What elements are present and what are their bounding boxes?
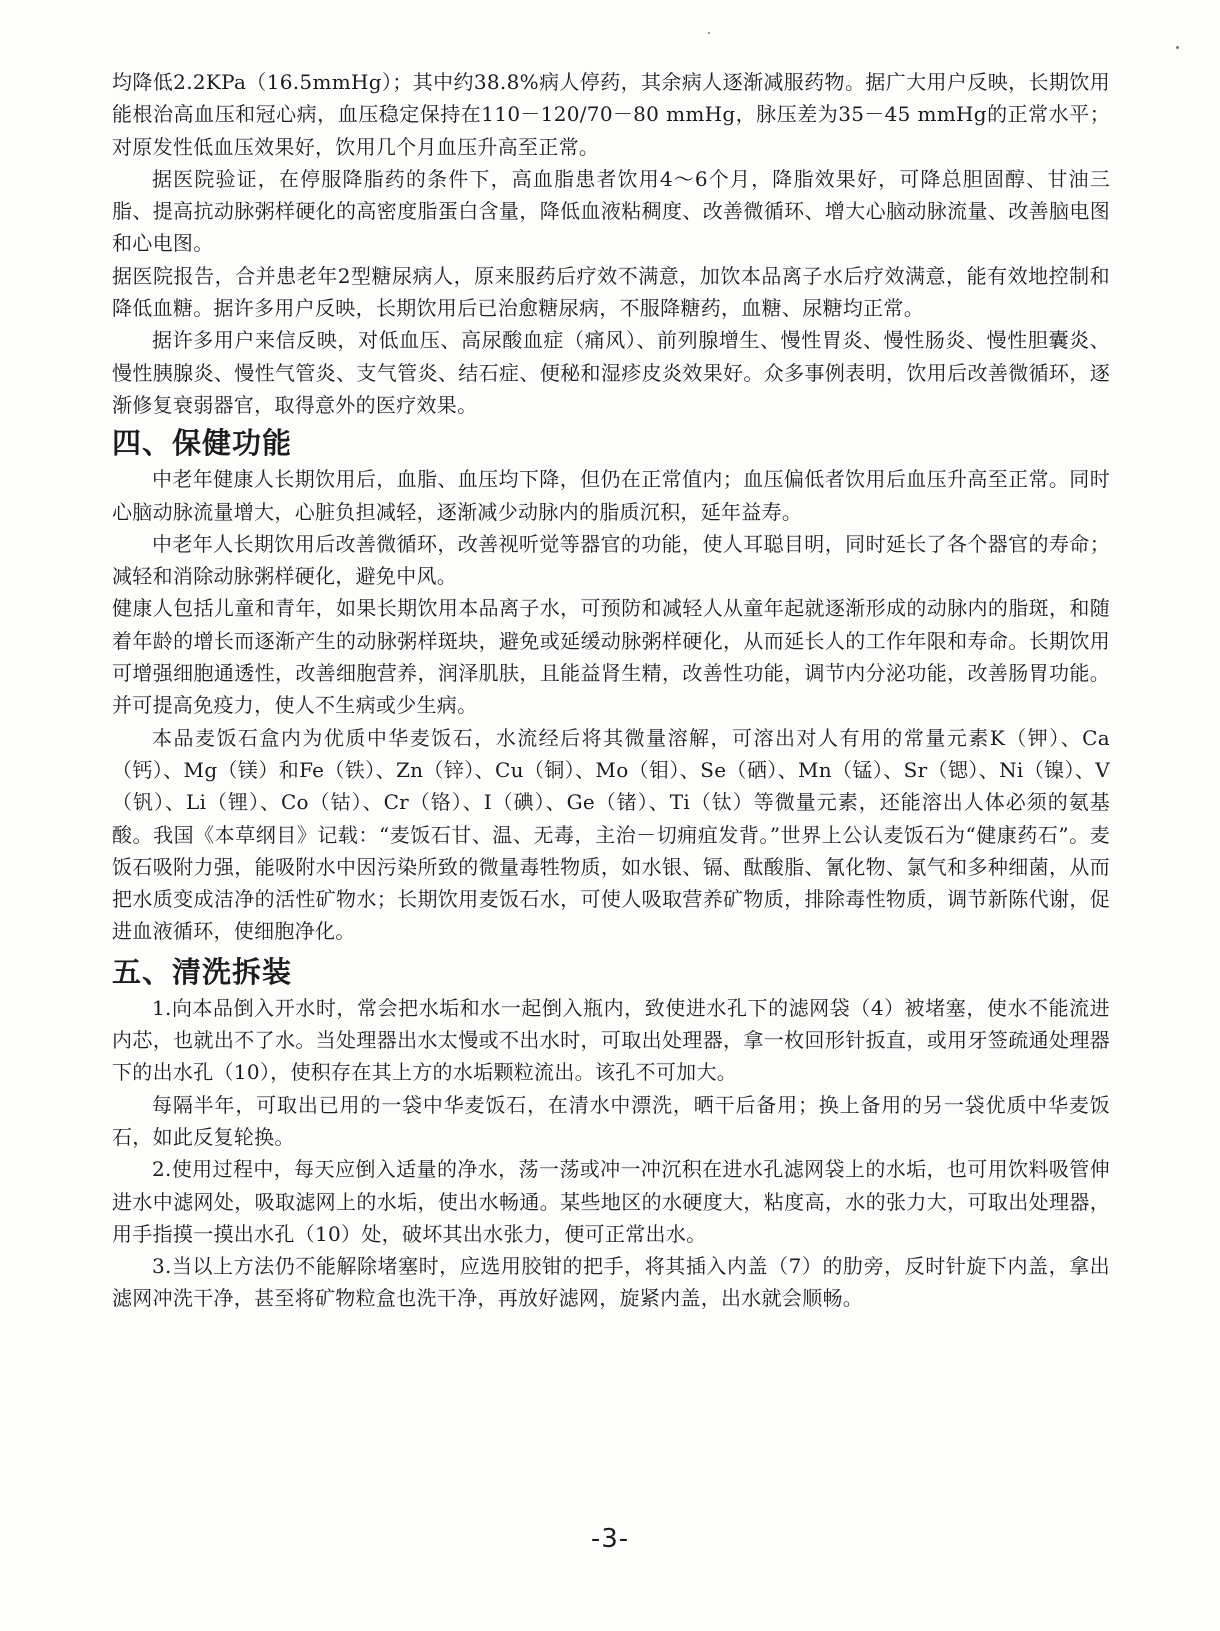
intro-paragraph-2: 据医院验证，在停服降脂药的条件下，高血脂患者饮用4～6个月，降脂效果好，可降总胆固醇、甘油三脂、提高抗动脉粥样硬化的高密度脂蛋白含量，降低血液粘稠度、改善微循环、增大心脑动脉流量、改善脑电图和心电图。 xyxy=(112,166,1110,256)
cleaning-paragraph-3: 2.使用过程中，每天应倒入适量的净水，荡一荡或冲一冲沉积在进水孔滤网袋上的水垢，也可用饮料吸管伸进水中滤网处，吸取滤网上的水垢，使出水畅通。某些地区的水硬度大，粘度高，水的张力大，可取出处理器，用手指摸一摸出水孔（10）处，破坏其出水张力，便可正常出水。 xyxy=(112,1157,1110,1246)
intro-paragraph-3: 据医院报告，合并患老年2型糖尿病人，原来服药后疗效不满意，加饮本品离子水后疗效满意，能有效地控制和降低血糖。据许多用户反映，长期饮用后已治愈糖尿病，不服降糖药，血糖、尿糖均正常。 xyxy=(112,263,1110,321)
intro-paragraph-1: 均降低2.2KPa（16.5mmHg）；其中约38.8%病人停药，其余病人逐渐减服药物。据广大用户反映，长期饮用能根治高血压和冠心病，血压稳定保持在110－120/70－80 mmHg，脉压差为35－45 mmHg的正常水平；对原发性低血压效果好，饮用几个月血压升高至正常。 xyxy=(112,70,1110,159)
section-health-functions xyxy=(112,423,1110,947)
page-number: -3- xyxy=(590,1524,630,1554)
intro-section xyxy=(112,66,1110,421)
health-paragraph-1: 中老年健康人长期饮用后，血脂、血压均下降，但仍在正常值内；血压偏低者饮用后血压升高至正常。同时心脑动脉流量增大，心脏负担减轻，逐渐减少动脉内的脂质沉积，延年益寿。 xyxy=(112,467,1110,524)
scan-speck xyxy=(1176,46,1179,49)
section-cleaning-disassembly xyxy=(112,952,1110,1315)
section-heading-health-functions: 四、保健功能 xyxy=(112,426,293,461)
page-content xyxy=(112,66,1110,1315)
cleaning-paragraph-1: 1.向本品倒入开水时，常会把水垢和水一起倒入瓶内，致使进水孔下的滤网袋（4）被堵塞，使水不能流进内芯，也就出不了水。当处理器出水太慢或不出水时，可取出处理器，拿一枚回形针扳直，或用牙签疏通处理器下的出水孔（10），使积存在其上方的水垢颗粒流出。该孔不可加大。 xyxy=(112,995,1110,1085)
cleaning-paragraph-2: 每隔半年，可取出已用的一袋中华麦饭石，在清水中漂洗，晒干后备用；换上备用的另一袋优质中华麦饭石，如此反复轮换。 xyxy=(112,1092,1110,1149)
health-paragraph-2: 中老年人长期饮用后改善微循环，改善视听觉等器官的功能，使人耳聪目明，同时延长了各个器官的寿命；减轻和消除动脉粥样硬化，避免中风。 xyxy=(112,531,1110,589)
health-paragraph-3: 健康人包括儿童和青年，如果长期饮用本品离子水，可预防和减轻人从童年起就逐渐形成的动脉内的脂斑，和随着年龄的增长而逐渐产生的动脉粥样斑块，避免或延缓动脉粥样硬化，从而延长人的工作年限和寿命。长期饮用可增强细胞通透性，改善细胞营养，润泽肌肤，且能益肾生精，改善性功能，调节内分泌功能，改善肠胃功能。并可提高免疫力，使人不生病或少生病。 xyxy=(112,596,1110,718)
scan-speck xyxy=(708,32,710,34)
cleaning-paragraph-4: 3.当以上方法仍不能解除堵塞时，应选用胶钳的把手，将其插入内盖（7）的肋旁，反时针旋下内盖，拿出滤网冲洗干净，甚至将矿物粒盒也洗干净，再放好滤网，旋紧内盖，出水就会顺畅。 xyxy=(112,1254,1110,1311)
intro-paragraph-4: 据许多用户来信反映，对低血压、高尿酸血症（痛风）、前列腺增生、慢性胃炎、慢性肠炎、慢性胆囊炎、慢性胰腺炎、慢性气管炎、支气管炎、结石症、便秘和湿疹皮炎效果好。众多事例表明，饮用后改善微循环，逐渐修复衰弱器官，取得意外的医疗效果。 xyxy=(112,328,1110,417)
health-paragraph-4: 本品麦饭石盒内为优质中华麦饭石，水流经后将其微量溶解，可溶出对人有用的常量元素K（钾）、Ca（钙）、Mg（镁）和Fe（铁）、Zn（锌）、Cu（铜）、Mo（钼）、Se（硒）、Mn（锰）、Sr（锶）、Ni（镍）、V（钒）、Li（锂）、Co（钴）、Cr（铬）、I（碘）、Ge（锗）、Ti（钛）等微量元素，还能溶出人体必须的氨基酸。我国《本草纲目》记载：“麦饭石甘、温、无毒，主治－切痈疽发背。”世界上公认麦饭石为“健康药石”。麦饭石吸附力强，能吸附水中因污染所致的微量毒牲物质，如水银、镉、酞酸脂、氰化物、氯气和多种细菌，从而把水质变成洁净的活性矿物水；长期饮用麦饭石水，可使人吸取营养矿物质，排除毒性物质，调节新陈代谢，促进血液循环，使细胞净化。 xyxy=(112,725,1110,944)
section-heading-cleaning: 五、清洗拆装 xyxy=(112,954,293,989)
